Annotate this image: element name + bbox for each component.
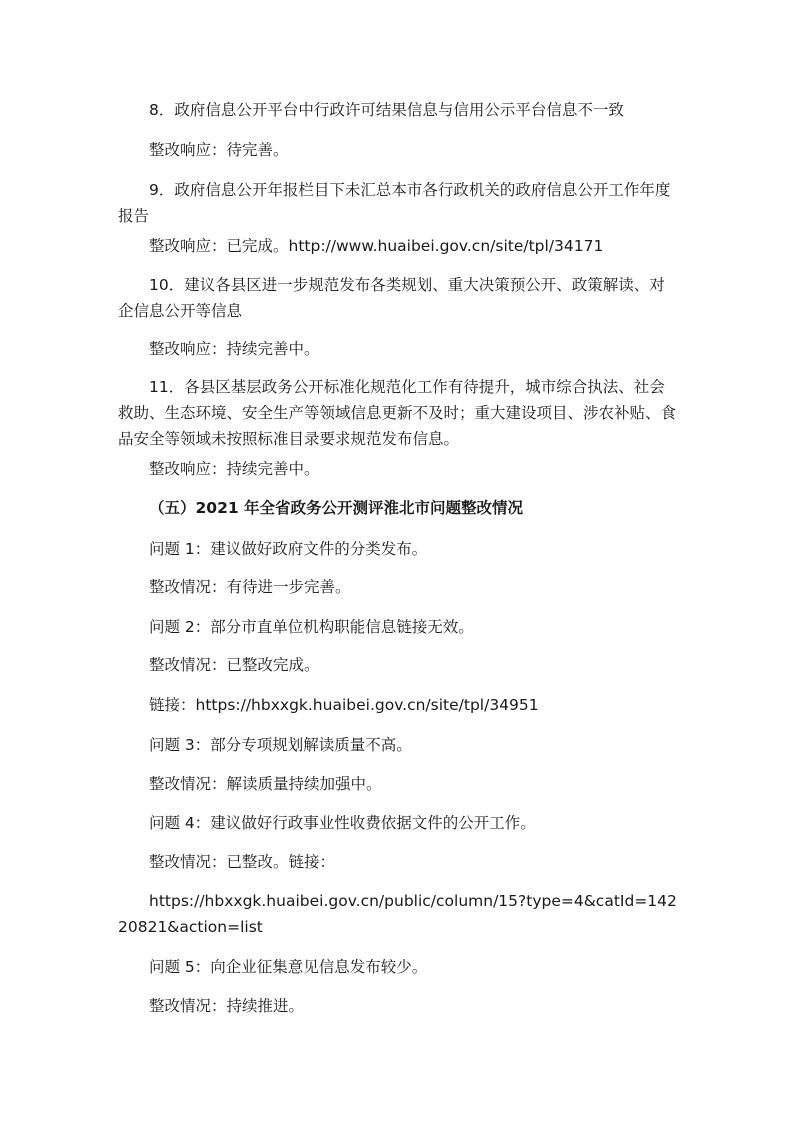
issue-2-status: 整改情况：已整改完成。 xyxy=(149,656,320,674)
item-10-text: 10．建议各县区进一步规范发布各类规划、重大决策预公开、政策解读、对企信息公开等信息 xyxy=(118,276,665,320)
issue-2: 问题 2：部分市直单位机构职能信息链接无效。 xyxy=(149,618,474,636)
item-10-response: 整改响应：持续完善中。 xyxy=(149,340,320,358)
item-8-response: 整改响应：待完善。 xyxy=(149,141,289,159)
item-11-text: 11．各县区基层政务公开标准化规范化工作有待提升，城市综合执法、社会救助、生态环境、安全生产等领域信息更新不及时；重大建设项目、涉农补贴、食品安全等领域未按照标准目录要求规范发布信息。 xyxy=(118,378,677,448)
issue-1-status: 整改情况：有待进一步完善。 xyxy=(149,578,351,596)
issue-3: 问题 3：部分专项规划解读质量不高。 xyxy=(149,736,412,754)
issue-4-link[interactable]: https://hbxxgk.huaibei.gov.cn/public/column/15?type=4&catId=14220821&action=list xyxy=(118,892,677,936)
item-9-response: 整改响应：已完成。http://www.huaibei.gov.cn/site/tpl/34171 xyxy=(149,237,604,255)
issue-5-status: 整改情况：持续推进。 xyxy=(149,997,305,1015)
issue-3-status: 整改情况：解读质量持续加强中。 xyxy=(149,775,382,793)
issue-1: 问题 1：建议做好政府文件的分类发布。 xyxy=(149,540,428,558)
issue-4-status: 整改情况：已整改。链接： xyxy=(149,853,336,871)
issue-2-link[interactable]: 链接：https://hbxxgk.huaibei.gov.cn/site/tpl/34951 xyxy=(149,696,539,714)
item-9-text: 9．政府信息公开年报栏目下未汇总本市各行政机关的政府信息公开工作年度报告 xyxy=(118,181,671,225)
section-heading: （五）2021 年全省政务公开测评淮北市问题整改情况 xyxy=(149,499,524,517)
item-11-response: 整改响应：持续完善中。 xyxy=(149,460,320,478)
item-8-text: 8．政府信息公开平台中行政许可结果信息与信用公示平台信息不一致 xyxy=(149,101,624,119)
issue-4: 问题 4：建议做好行政事业性收费依据文件的公开工作。 xyxy=(149,814,536,832)
issue-5: 问题 5：向企业征集意见信息发布较少。 xyxy=(149,958,428,976)
